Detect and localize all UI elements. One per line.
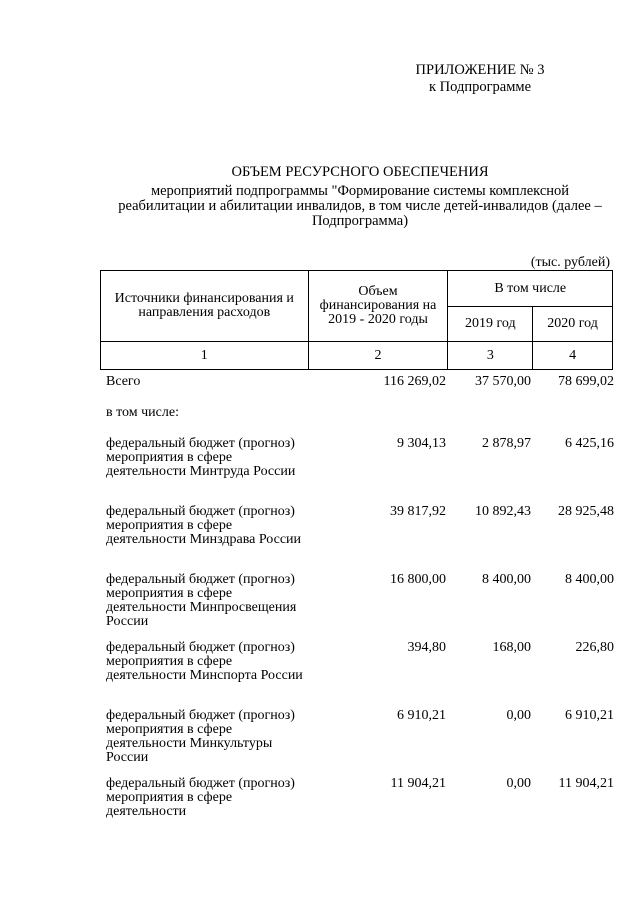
row-2019: 0,00 bbox=[506, 708, 531, 723]
row-2020: 78 699,02 bbox=[558, 374, 614, 389]
header-num-3: 3 bbox=[448, 342, 533, 370]
row-total: 394,80 bbox=[407, 640, 446, 655]
row-2020: 28 925,48 bbox=[558, 504, 614, 519]
table-header bbox=[100, 270, 613, 370]
row-2019: 168,00 bbox=[492, 640, 531, 655]
table-row bbox=[100, 573, 614, 641]
title-line-2: мероприятий подпрограммы "Формирование системы комплексной bbox=[150, 183, 570, 199]
title-line-4: Подпрограмма) bbox=[311, 213, 409, 229]
row-2020: 6 910,21 bbox=[565, 708, 614, 723]
appendix-number: ПРИЛОЖЕНИЕ № 3 bbox=[415, 62, 545, 78]
row-2019: 10 892,43 bbox=[475, 504, 531, 519]
appendix-reference: к Подпрограмме bbox=[428, 79, 532, 95]
header-volume: Объем финансирования на 2019 - 2020 годы bbox=[308, 271, 448, 342]
header-2019: 2019 год bbox=[448, 307, 533, 342]
row-2020: 11 904,21 bbox=[558, 776, 614, 791]
header-num-4: 4 bbox=[533, 342, 613, 370]
row-name: Всего bbox=[106, 374, 141, 389]
title-heading: ОБЪЕМ РЕСУРСНОГО ОБЕСПЕЧЕНИЯ bbox=[231, 164, 489, 180]
table-row bbox=[100, 375, 614, 406]
row-name: в том числе: bbox=[106, 405, 179, 420]
row-total: 9 304,13 bbox=[397, 436, 446, 451]
units-label: (тыс. рублей) bbox=[530, 255, 610, 270]
row-2020: 8 400,00 bbox=[565, 572, 614, 587]
header-2020: 2020 год bbox=[533, 307, 613, 342]
title-line-3: реабилитации и абилитации инвалидов, в том числе детей-инвалидов (далее – bbox=[118, 198, 602, 214]
row-2020: 226,80 bbox=[575, 640, 614, 655]
header-num-2: 2 bbox=[308, 342, 448, 370]
row-name: федеральный бюджет (прогноз) мероприятия в сфере деятельности Минтруда России bbox=[106, 436, 296, 479]
table-row bbox=[100, 641, 614, 709]
row-2019: 2 878,97 bbox=[482, 436, 531, 451]
table-row bbox=[100, 709, 614, 777]
row-total: 11 904,21 bbox=[390, 776, 446, 791]
table-row bbox=[100, 505, 614, 573]
row-2019: 0,00 bbox=[506, 776, 531, 791]
row-total: 39 817,92 bbox=[390, 504, 446, 519]
row-name: федеральный бюджет (прогноз) мероприятия в сфере деятельности Минспорта России bbox=[106, 640, 303, 683]
header-including: В том числе bbox=[448, 271, 613, 307]
table-row bbox=[100, 406, 614, 437]
row-total: 16 800,00 bbox=[390, 572, 446, 587]
table-body bbox=[100, 375, 614, 827]
header-num-1: 1 bbox=[101, 342, 309, 370]
row-2019: 37 570,00 bbox=[475, 374, 531, 389]
row-2020: 6 425,16 bbox=[565, 436, 614, 451]
row-total: 6 910,21 bbox=[397, 708, 446, 723]
header-source: Источники финансирования и направления расходов bbox=[101, 271, 309, 342]
row-name: федеральный бюджет (прогноз) мероприятия в сфере деятельности Минздрава России bbox=[106, 504, 302, 547]
table-row bbox=[100, 777, 614, 827]
table-row bbox=[100, 437, 614, 505]
row-name: федеральный бюджет (прогноз) мероприятия в сфере деятельности bbox=[106, 776, 295, 819]
appendix-header bbox=[380, 62, 580, 96]
row-total: 116 269,02 bbox=[383, 374, 446, 389]
row-2019: 8 400,00 bbox=[482, 572, 531, 587]
row-name: федеральный бюджет (прогноз) мероприятия в сфере деятельности Минпросвещения России bbox=[106, 572, 297, 629]
row-name: федеральный бюджет (прогноз) мероприятия в сфере деятельности Минкультуры России bbox=[106, 708, 295, 765]
document-title bbox=[90, 165, 630, 229]
